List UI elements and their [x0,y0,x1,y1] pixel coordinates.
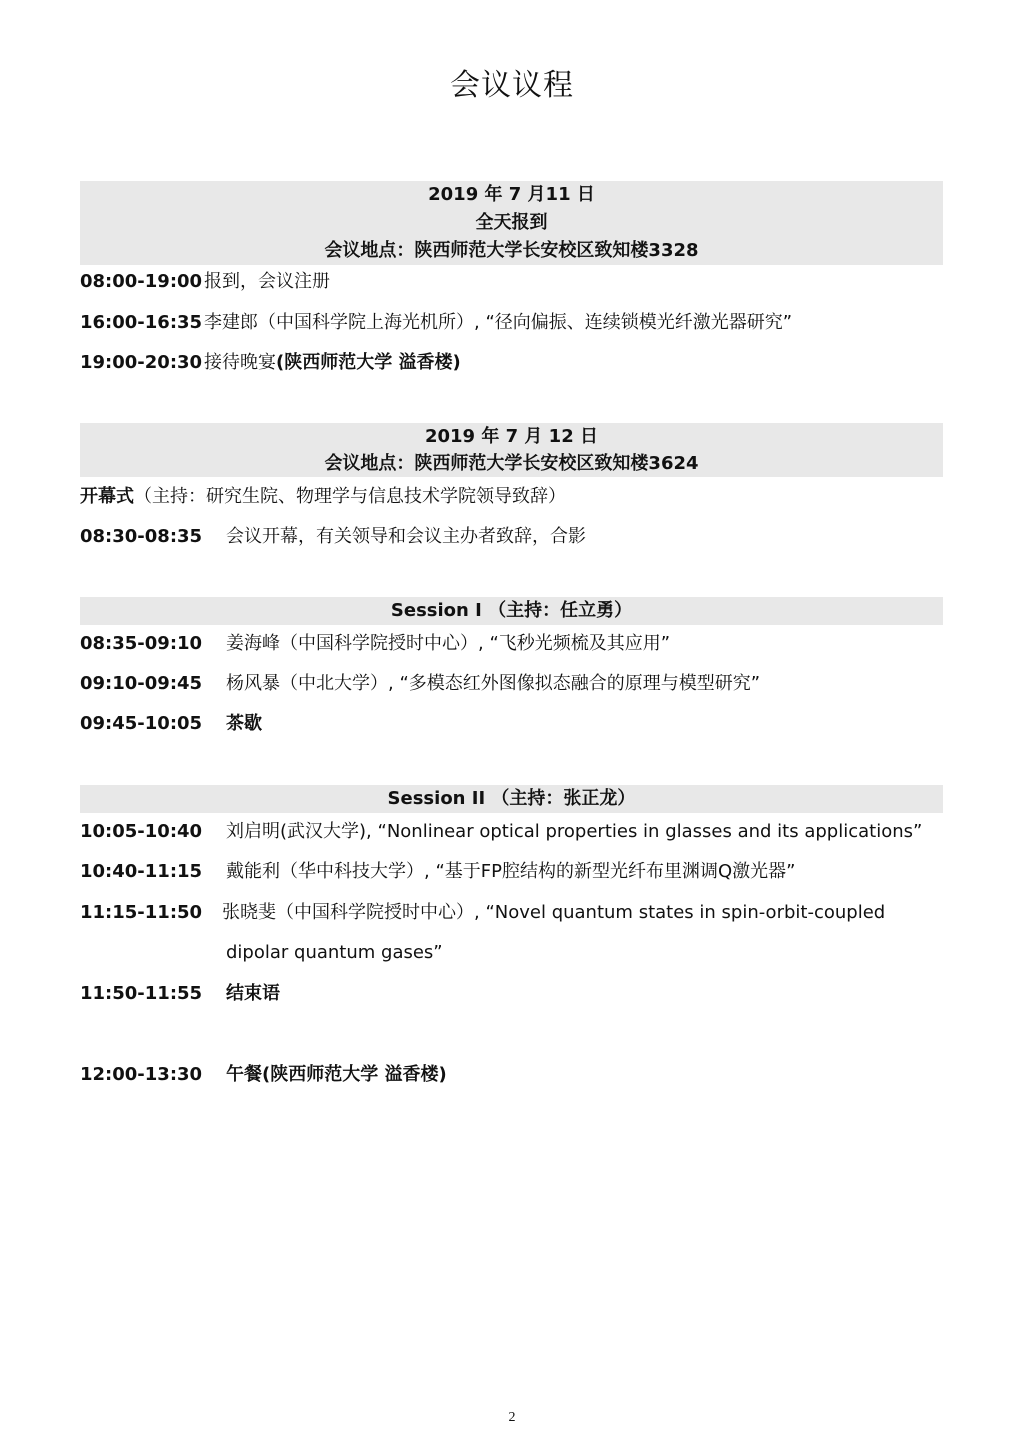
row-text-continuation: dipolar quantum gases” [226,942,443,963]
session2-header [80,785,943,813]
row-time: 08:30-08:35 [80,526,203,547]
session2-title: Session II （主持：张正龙） [387,788,636,809]
row-text: 姜海峰（中国科学院授时中心）, “飞秒光频梳及其应用” [226,633,671,654]
schedule-row [80,267,960,297]
row-text: 李建郎（中国科学院上海光机所）, “径向偏振、连续锁模光纤激光器研究” [204,312,793,333]
day1-date: 2019 年 7 月11 日 [428,184,595,205]
row-time: 08:35-09:10 [80,633,203,654]
row-time: 12:00-13:30 [80,1064,203,1085]
row-text: 张晓斐（中国科学院授时中心）, “Novel quantum states in spin-orbit-coupled [222,902,886,923]
opening-ceremony [80,482,960,512]
schedule-row [80,709,960,739]
day1-note: 全天报到 [475,212,548,233]
row-text: 刘启明(武汉大学), “Nonlinear optical properties in glasses and its applications” [226,821,923,842]
schedule-row [80,308,960,338]
row-time: 08:00-19:00 [80,271,203,292]
schedule-row [80,629,960,659]
row-text: 午餐 [226,1064,262,1085]
row-time: 11:15-11:50 [80,902,203,923]
opening-label: 开幕式 [80,486,134,507]
page-title: 会议议程 [450,68,574,103]
lunch-row [80,1060,960,1090]
row-venue-note: (陕西师范大学 溢香楼) [262,1064,447,1085]
session1-header [80,597,943,625]
page-number: 2 [508,1410,516,1425]
day2-venue: 会议地点：陕西师范大学长安校区致知楼3624 [324,453,699,474]
day2-date: 2019 年 7 月 12 日 [424,426,598,447]
row-text: 杨风暴（中北大学）, “多模态红外图像拟态融合的原理与模型研究” [226,673,761,694]
row-time: 09:45-10:05 [80,713,203,734]
row-text: 茶歇 [226,713,262,734]
schedule-row [80,669,960,699]
row-text: 会议开幕，有关领导和会议主办者致辞，合影 [226,526,586,547]
row-time: 10:40-11:15 [80,861,203,882]
row-text: 报到，会议注册 [204,271,330,292]
session1-title: Session I （主持：任立勇） [390,600,633,621]
row-text: 接待晚宴 [204,352,276,373]
row-text: 结束语 [226,983,280,1004]
schedule-row [80,857,960,887]
schedule-row [80,522,960,552]
row-time: 19:00-20:30 [80,352,203,373]
row-text: 戴能利（华中科技大学）, “基于FP腔结构的新型光纤布里渊调Q激光器” [226,861,796,882]
row-time: 09:10-09:45 [80,673,203,694]
row-time: 11:50-11:55 [80,983,203,1004]
opening-text: （主持：研究生院、物理学与信息技术学院领导致辞） [134,486,566,507]
row-venue-note: (陕西师范大学 溢香楼) [276,352,461,373]
day1-header [80,181,943,265]
schedule-row-continuation [80,938,960,968]
day2-header [80,423,943,477]
schedule-row [80,979,960,1009]
row-time: 10:05-10:40 [80,821,203,842]
schedule-row [80,817,960,847]
schedule-row [80,898,960,928]
day1-venue: 会议地点：陕西师范大学长安校区致知楼3328 [324,240,699,261]
row-time: 16:00-16:35 [80,312,203,333]
schedule-row [80,348,960,378]
